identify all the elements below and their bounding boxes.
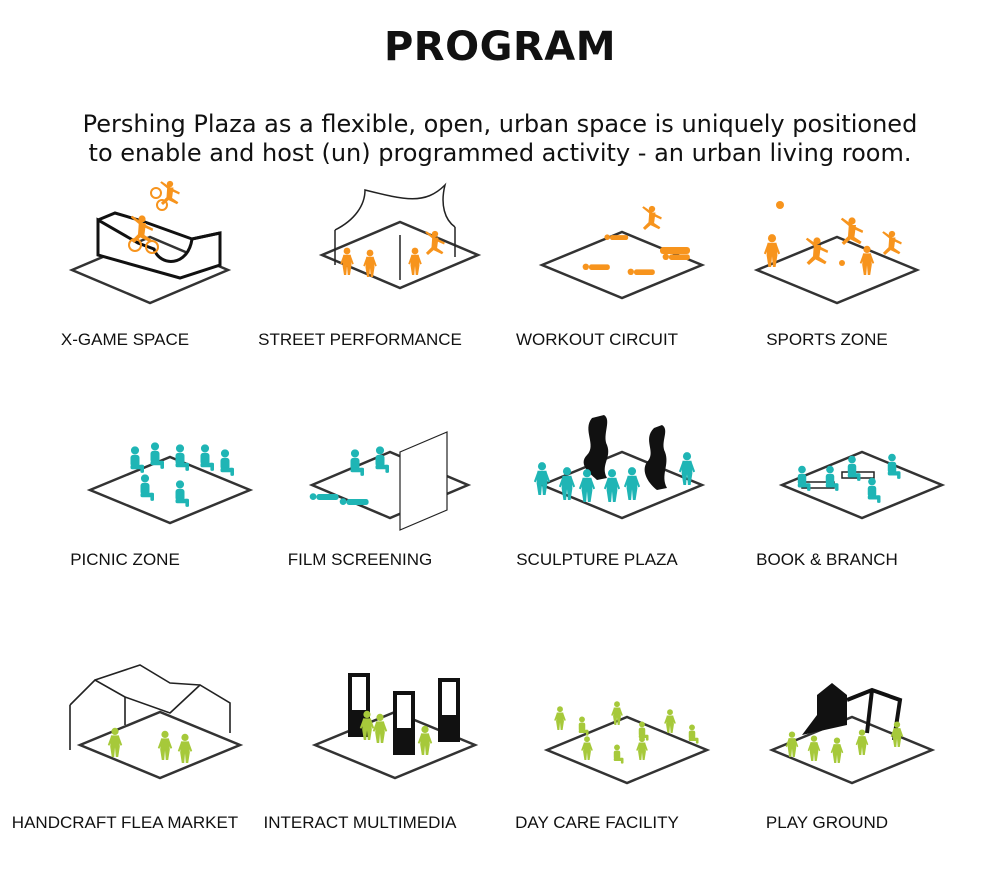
tables-readers-icon: [722, 390, 962, 540]
program-label: HANDCRAFT FLEA MARKET: [11, 813, 239, 832]
exercising-people-icon: [492, 175, 732, 325]
program-play-ground: [722, 655, 972, 855]
program-label: WORKOUT CIRCUIT: [515, 330, 679, 349]
program-handcraft-flea-market: [11, 655, 270, 855]
program-label: PLAY GROUND: [765, 813, 889, 832]
program-label: X-GAME SPACE: [60, 330, 190, 349]
sculptures-visitors-icon: [492, 390, 732, 540]
program-label: FILM SCREENING: [287, 550, 433, 569]
program-film-screening: [255, 390, 505, 590]
page-title: PROGRAM: [383, 24, 616, 70]
program-label: DAY CARE FACILITY: [515, 813, 679, 832]
children-group-icon: [492, 655, 732, 805]
swing-set-icon: [722, 655, 962, 805]
program-x-game-space: [20, 175, 270, 375]
program-interact-multimedia: [255, 655, 505, 855]
screen-audience-icon: [255, 390, 495, 540]
subtitle-line-1: Pershing Plaza as a flexible, open, urban space is uniquely positioned: [82, 110, 918, 138]
program-label: STREET PERFORMANCE: [258, 330, 462, 349]
athletes-icon: [722, 175, 962, 325]
halfpipe-bmx-icon: [20, 175, 260, 325]
canopy-performers-icon: [255, 175, 495, 325]
program-book-branch: [722, 390, 972, 590]
program-label: SPORTS ZONE: [766, 330, 888, 349]
program-label: PICNIC ZONE: [70, 550, 180, 569]
page-subtitle: [60, 110, 940, 168]
program-label: SCULPTURE PLAZA: [516, 550, 678, 569]
subtitle-line-2: to enable and host (un) programmed activity - an urban living room.: [88, 139, 912, 167]
program-picnic-zone: [20, 390, 270, 590]
seated-groups-icon: [20, 390, 260, 540]
program-street-performance: [255, 175, 505, 375]
multimedia-panels-icon: [255, 655, 495, 805]
program-sports-zone: [722, 175, 972, 375]
program-label: BOOK & BRANCH: [756, 550, 898, 569]
market-stalls-icon: [20, 655, 260, 805]
program-label: INTERACT MULTIMEDIA: [263, 813, 457, 832]
